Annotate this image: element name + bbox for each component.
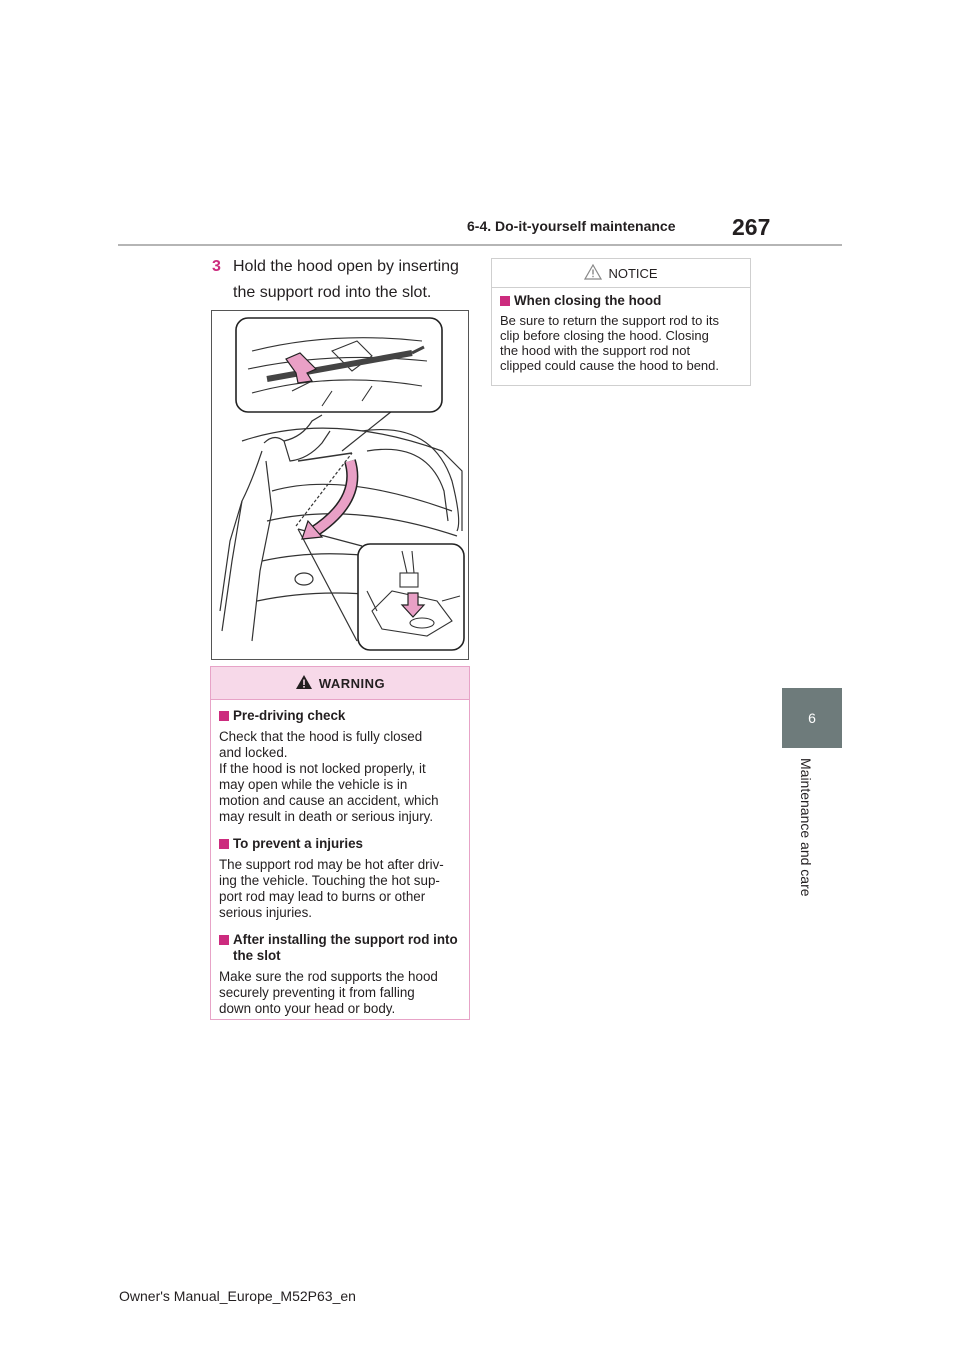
bullet-square-icon — [219, 711, 229, 721]
warning-item-heading-text: Pre-driving check — [233, 708, 346, 723]
footer-manual-id: Owner's Manual_Europe_M52P63_en — [119, 1288, 356, 1304]
warning-body — [211, 700, 469, 1017]
notice-item-heading — [500, 293, 742, 308]
warning-title: WARNING — [318, 675, 386, 691]
step-number: 3 — [212, 258, 221, 275]
hood-support-rod-illustration — [211, 310, 469, 660]
warning-item-text: Check that the hood is fully closed and locked. If the hood is not locked properly, it may open while the vehicle is in motion and cause an accident, which may result in death or serious injury. — [219, 729, 439, 824]
warning-item-heading — [219, 708, 461, 724]
notice-header — [492, 259, 750, 288]
warning-box — [210, 666, 470, 1020]
section-title: 6-4. Do-it-yourself maintenance — [467, 218, 676, 234]
warning-item-text: The support rod may be hot after driv- ing the vehicle. Touching the hot sup- port rod may lead to burns or other serious injuries. — [219, 857, 444, 920]
chapter-number: 6 — [808, 710, 816, 726]
bullet-square-icon — [219, 839, 229, 849]
step-3 — [212, 254, 472, 306]
bullet-square-icon — [219, 935, 229, 945]
warning-item-text: Make sure the rod supports the hood securely preventing it from falling down onto your head or body. — [219, 969, 438, 1016]
step-text: Hold the hood open by inserting the support rod into the slot. — [233, 258, 459, 301]
notice-item-text: Be sure to return the support rod to its clip before closing the hood. Closing the hood with the support rod not clipped could cause the hood to bend. — [500, 313, 720, 373]
warning-item-heading-text: After installing the support rod into the slot — [233, 932, 458, 963]
chapter-label: Maintenance and care — [798, 758, 814, 897]
warning-triangle-icon — [295, 674, 313, 693]
warning-item-heading — [219, 836, 461, 852]
notice-box — [491, 258, 751, 386]
notice-item-heading-text: When closing the hood — [514, 293, 662, 308]
notice-title: NOTICE — [608, 265, 658, 281]
page-number: 267 — [732, 214, 771, 240]
warning-item-heading — [219, 932, 461, 964]
warning-item-heading-text: To prevent a injuries — [233, 836, 363, 851]
notice-body — [492, 288, 750, 373]
header-divider — [118, 244, 842, 246]
warning-header — [211, 667, 469, 700]
chapter-tab[interactable] — [782, 688, 842, 748]
bullet-square-icon — [500, 296, 510, 306]
caution-triangle-icon — [584, 264, 602, 283]
